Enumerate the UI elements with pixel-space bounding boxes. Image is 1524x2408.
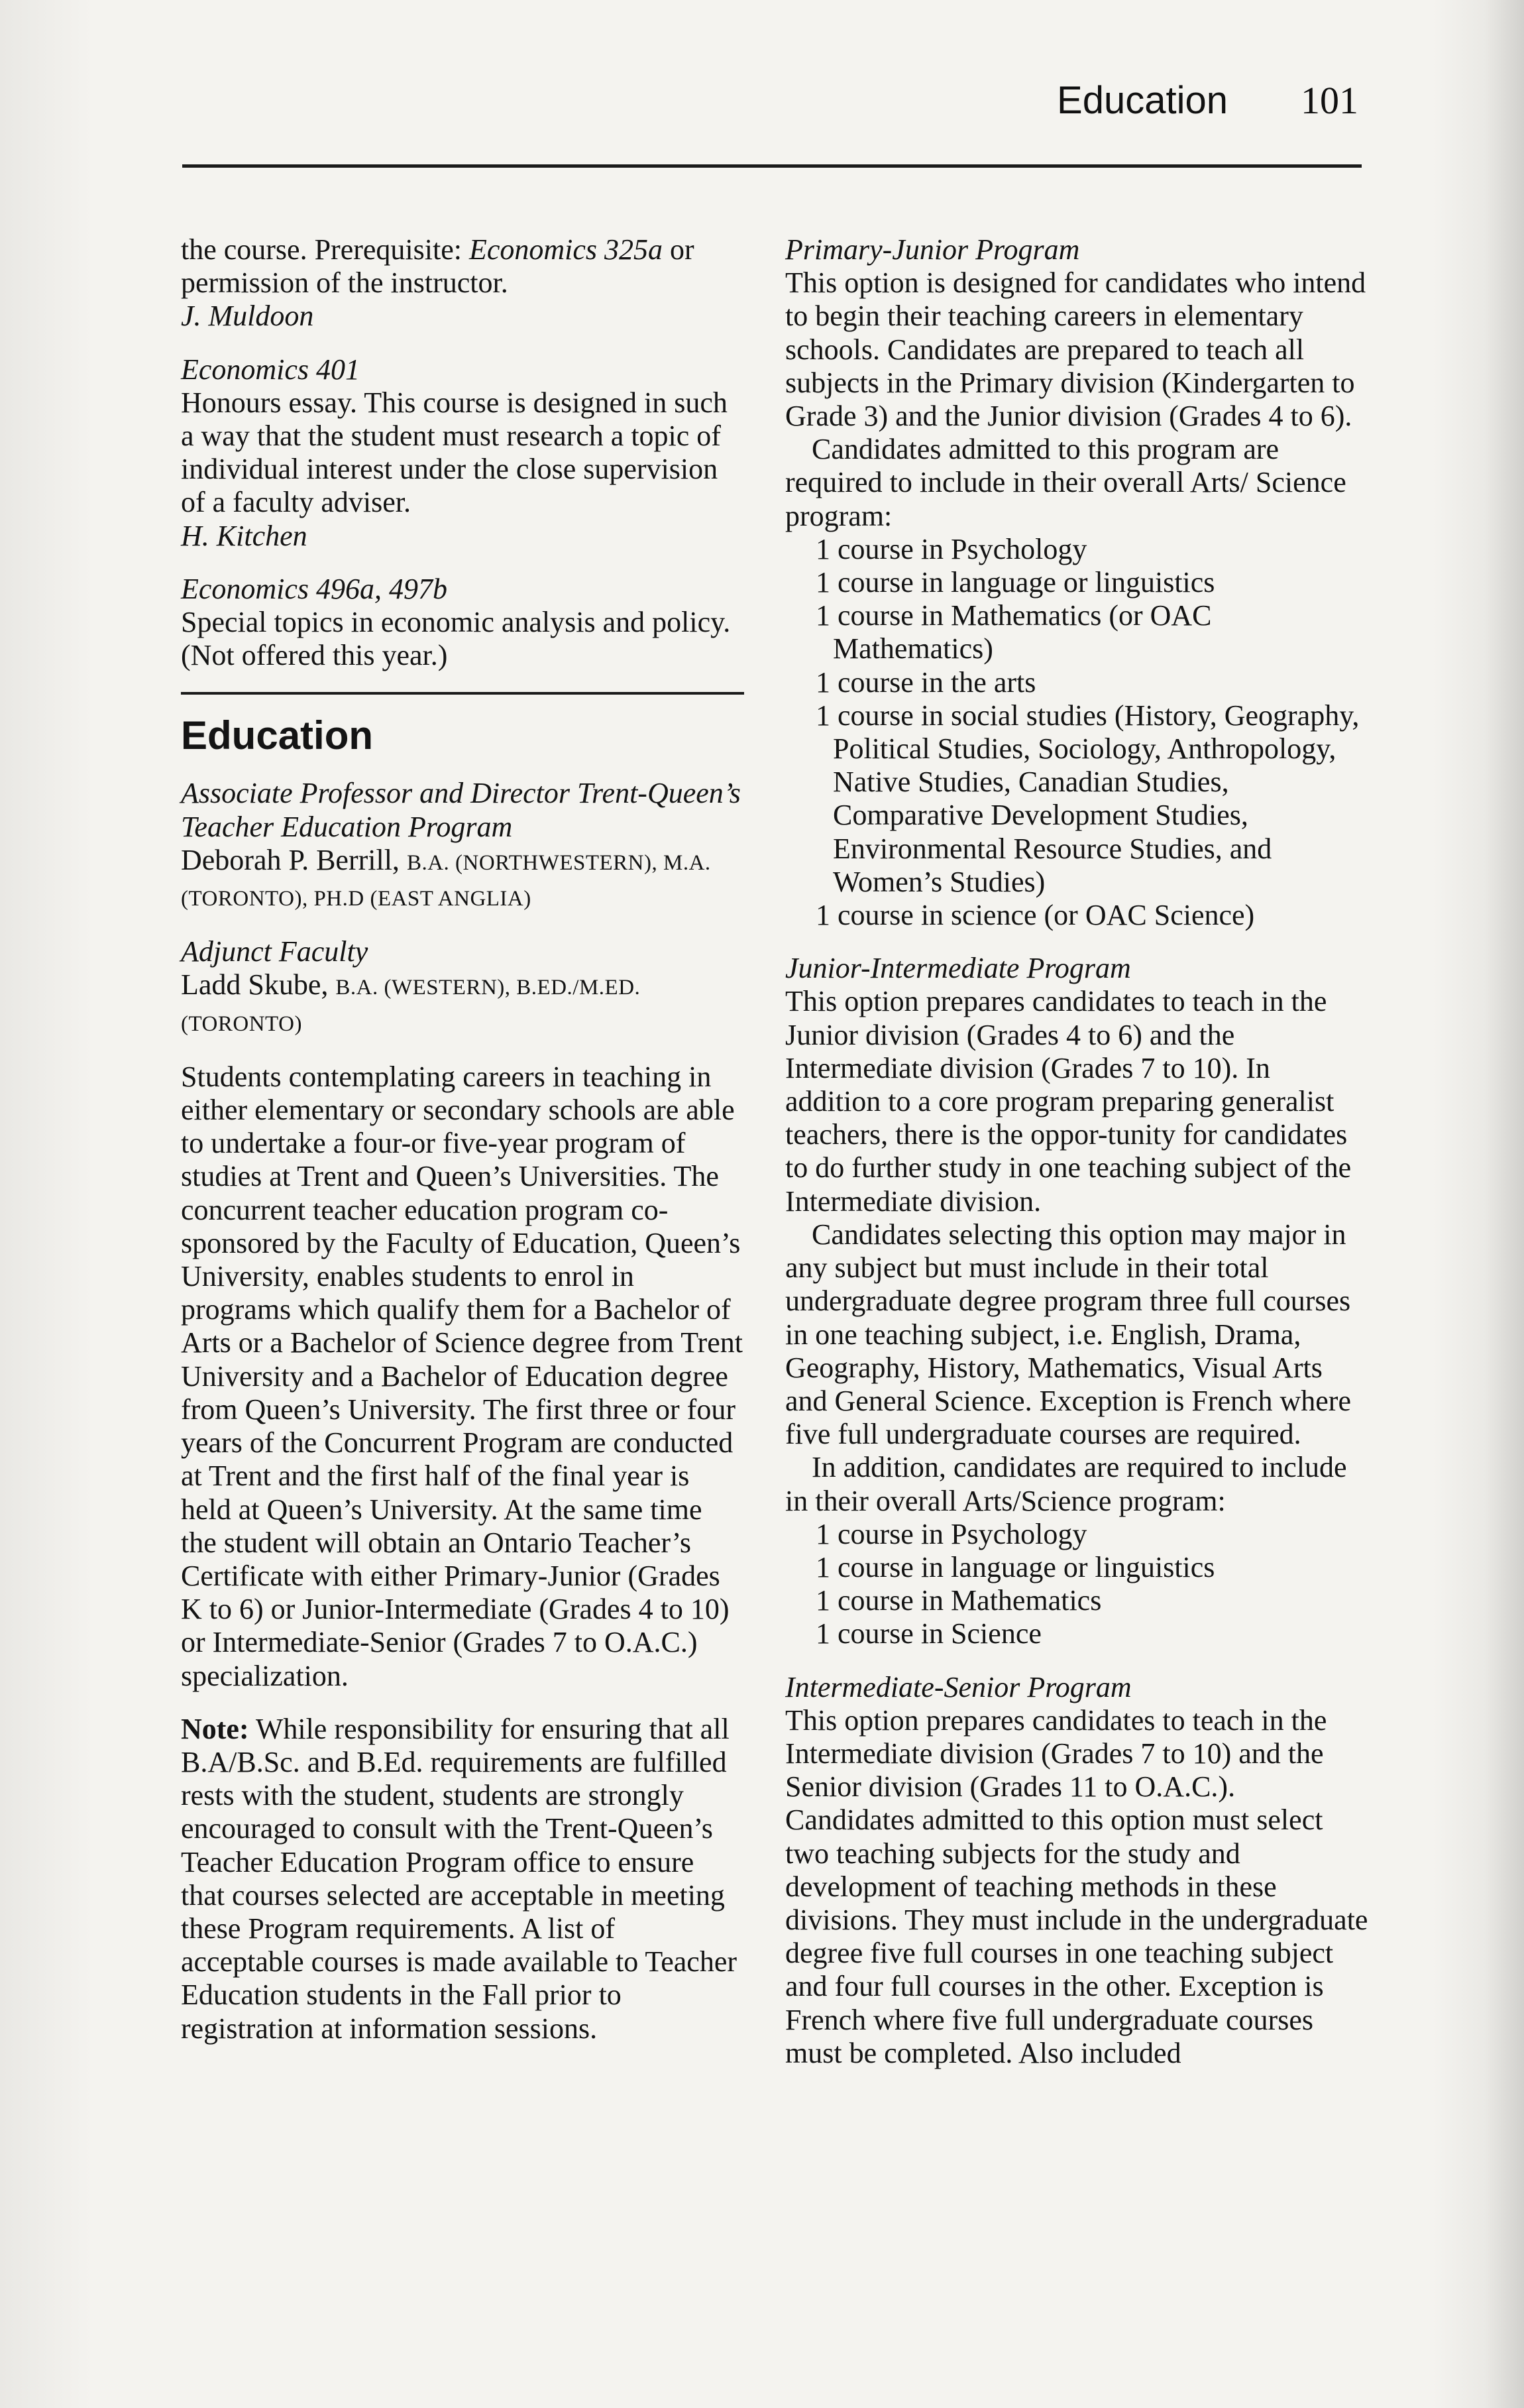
program-note: Note: While responsibility for ensuring that all B.A/B.Sc. and B.Ed. requirements are fulfilled rests with the student, students are strongly encouraged to consult with the Trent-Queen’s Teacher Education Program office to ensure that courses selected are acceptable in meeting these Program requirements. A list of acceptable courses is made available to Teacher Education students in the Fall prior to registration at information sessions. [181,1712,737,2045]
list-item: 1 course in science (or OAC Science) [816,899,1255,932]
course-description: Honours essay. This course is designed in such a way that the student must research a topic of individual interest under the close supervision of a faculty adviser. [181,386,728,519]
faculty-entry [181,844,744,915]
left-column [181,233,744,2045]
faculty-role: Adjunct Faculty [181,935,368,968]
course-title: Economics 401 [181,353,360,386]
course-requirement-list [785,1518,1368,1651]
instructor-name: H. Kitchen [181,519,307,552]
course-requirement-list [785,533,1368,932]
running-header [861,78,1358,131]
program-description: This option prepares candidates to teach in the Junior division (Grades 4 to 6) and the Intermediate division (Grades 7 to 10). In addition to a core program preparing generalist teachers, there is the oppor-tunity for candidates to do further study in one teaching subject of the Intermediate division. [785,985,1352,1218]
list-item: 1 course in Mathematics [816,1584,1102,1617]
list-item: 1 course in Psychology [816,532,1087,565]
program-title: Intermediate-Senior Program [785,1670,1132,1703]
list-item: 1 course in the arts [816,665,1036,699]
program-title: Primary-Junior Program [785,233,1080,266]
list-item: 1 course in Science [816,1617,1042,1650]
list-item: 1 course in Psychology [816,1517,1087,1550]
program-requirements: Candidates admitted to this program are required to include in their overall Arts/ Science program: [785,433,1346,532]
course-title: Economics 496a, 497b [181,572,448,605]
faculty-entry [181,968,744,1040]
page-edge-shadow [1484,0,1524,2408]
faculty-name: Ladd Skube, [181,968,336,1002]
list-item: 1 course in language or linguistics [816,1550,1215,1583]
program-requirements: Candidates selecting this option may major in any subject but must include in their total undergraduate degree program three full courses in one teaching subject, i.e. English, Drama, Geography, History, Mathematics, Visual Arts and General Science. Exception is French where five full undergraduate courses are required. [785,1218,1351,1451]
header-section-title: Education [1057,79,1228,122]
course-description: Special topics in economic analysis and policy. (Not offered this year.) [181,606,731,672]
program-requirements: In addition, candidates are required to include in their overall Arts/Science program: [785,1451,1347,1517]
program-description: This option prepares candidates to teach in the Intermediate division (Grades 7 to 10) and the Senior division (Grades 11 to O.A.C.). Candidates admitted to this option must select two teaching subjects for the study and development of teaching methods in these divisions. They must include in the undergraduate degree five full courses in one teaching subject and four full courses in the other. Exception is French where five full undergraduate courses must be completed. Also included [785,1703,1368,2069]
faculty-role: Associate Professor and Director Trent-Queen’s Teacher Education Program [181,777,741,843]
right-column [785,233,1368,2070]
list-item: 1 course in Mathematics (or OAC Mathematics) [816,599,1212,665]
faculty-degrees: B.A. (NORTHWESTERN), M.A. (TORONTO), PH.D (EAST ANGLIA) [181,850,711,911]
faculty-name: Deborah P. Berrill, [181,843,407,876]
note-label: Note: [181,1712,249,1745]
page-number: 101 [1301,79,1358,122]
program-description: This option is designed for candidates who intend to begin their teaching careers in elementary schools. Candidates are prepared to teach all subjects in the Primary division (Kindergarten to Grade 3) and the Junior division (Grades 4 to 6). [785,266,1366,433]
instructor-name: J. Muldoon [181,300,314,333]
program-intro: Students contemplating careers in teaching in either elementary or secondary schools are able to undertake a four-or five-year program of studies at Trent and Queen’s Universities. The concurrent teacher education program co-sponsored by the Faculty of Education, Queen’s University, enables students to enrol in programs which qualify them for a Bachelor of Arts or a Bachelor of Science degree from Trent University and a Bachelor of Education degree from Queen’s University. The first three or four years of the Concurrent Program are conducted at Trent and the first half of the final year is held at Queen’s University. At the same time the student will obtain an Ontario Teacher’s Certificate with either Primary-Junior (Grades K to 6) or Junior-Intermediate (Grades 4 to 10) or Intermediate-Senior (Grades 7 to O.A.C.) specialization. [181,1060,743,1692]
faculty-degrees: B.A. (WESTERN), B.ED./M.ED. (TORONTO) [181,976,641,1036]
econ-course-continuation: the course. Prerequisite: Economics 325a or permission of the instructor. [181,233,694,300]
prerequisite-course: Economics 325a [468,233,663,266]
program-title: Junior-Intermediate Program [785,952,1131,985]
list-item: 1 course in language or linguistics [816,566,1215,599]
list-item: 1 course in social studies (History, Geography, Political Studies, Sociology, Anthropology, Native Studies, Canadian Studies, Comparative Development Studies, Environmental Resource Studies, and Women’s Studies) [816,699,1360,898]
section-rule [181,692,744,695]
section-heading: Education [181,713,374,758]
header-rule [182,164,1362,168]
